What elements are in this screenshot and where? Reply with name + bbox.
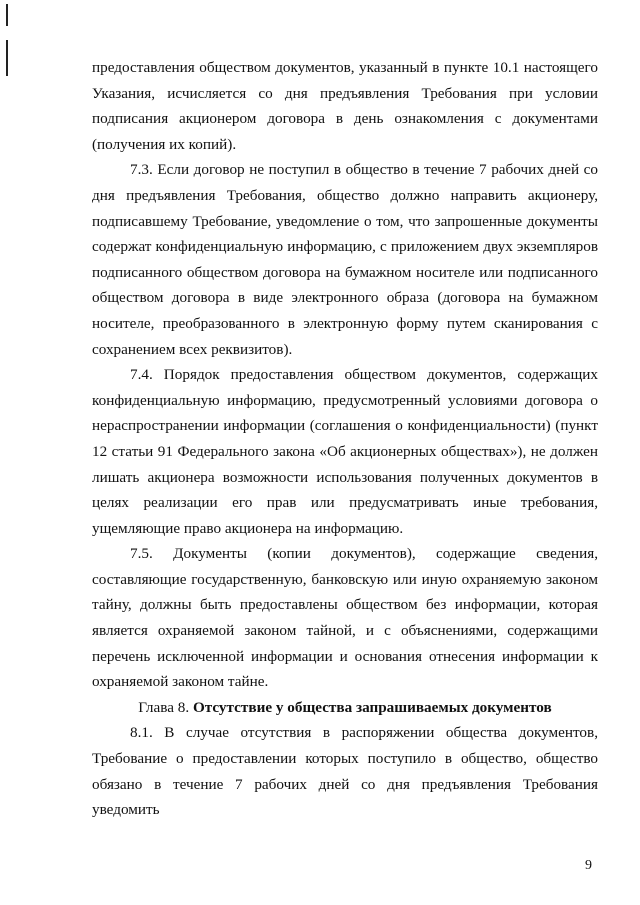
paragraph-7-3: 7.3. Если договор не поступил в общество в течение 7 рабочих дней со дня предъявления Требования, общество должно направить акционеру, подписавшему Требование, уведомление о том, что запрошенные документы содержат конфиденциальную информацию, с приложением двух экземпляров подписанного обществом договора на бумажном носителе или подписанного обществом договора в виде электронного образа (договора на бумажном носителе, преобразованного в электронную форму путем сканирования с сохранением всех реквизитов). xyxy=(92,161,598,358)
scan-margin-mark xyxy=(6,4,8,26)
scan-margin-mark xyxy=(6,40,8,76)
chapter-heading xyxy=(92,695,598,721)
document-page xyxy=(92,55,598,823)
page-number: 9 xyxy=(585,858,592,873)
paragraph-7-5: 7.5. Документы (копии документов), содержащие сведения, составляющие государственную, банковскую или иную охраняемую законом тайну, должны быть предоставлены обществом без информации, которая является охраняемой законом тайной, и с объяснениями, содержащими перечень исключенной информации и основания отнесения информации к охраняемой законом тайне. xyxy=(92,545,598,691)
paragraph-7-4: 7.4. Порядок предоставления обществом документов, содержащих конфиденциальную информацию, предусмотренный условиями договора о нераспространении информации (соглашения о конфиденциальности) (пункт 12 статьи 91 Федерального закона «Об акционерных обществах»), не должен лишать акционера возможности использования полученных документов в целях реализации его прав или предусматривать иные требования, ущемляющие право акционера на информацию. xyxy=(92,366,598,537)
paragraph-continuation: предоставления обществом документов, указанный в пункте 10.1 настоящего Указания, исчисляется со дня предъявления Требования при условии подписания акционером договора в день ознакомления с документами (получения их копий). xyxy=(92,59,598,153)
paragraph-8-1: 8.1. В случае отсутствия в распоряжении общества документов, Требование о предоставлении которых поступило в общество, общество обязано в течение 7 рабочих дней со дня предъявления Требования уведомить xyxy=(92,724,598,819)
chapter-prefix: Глава 8. xyxy=(138,698,193,716)
chapter-title: Отсутствие у общества запрашиваемых документов xyxy=(192,698,552,716)
